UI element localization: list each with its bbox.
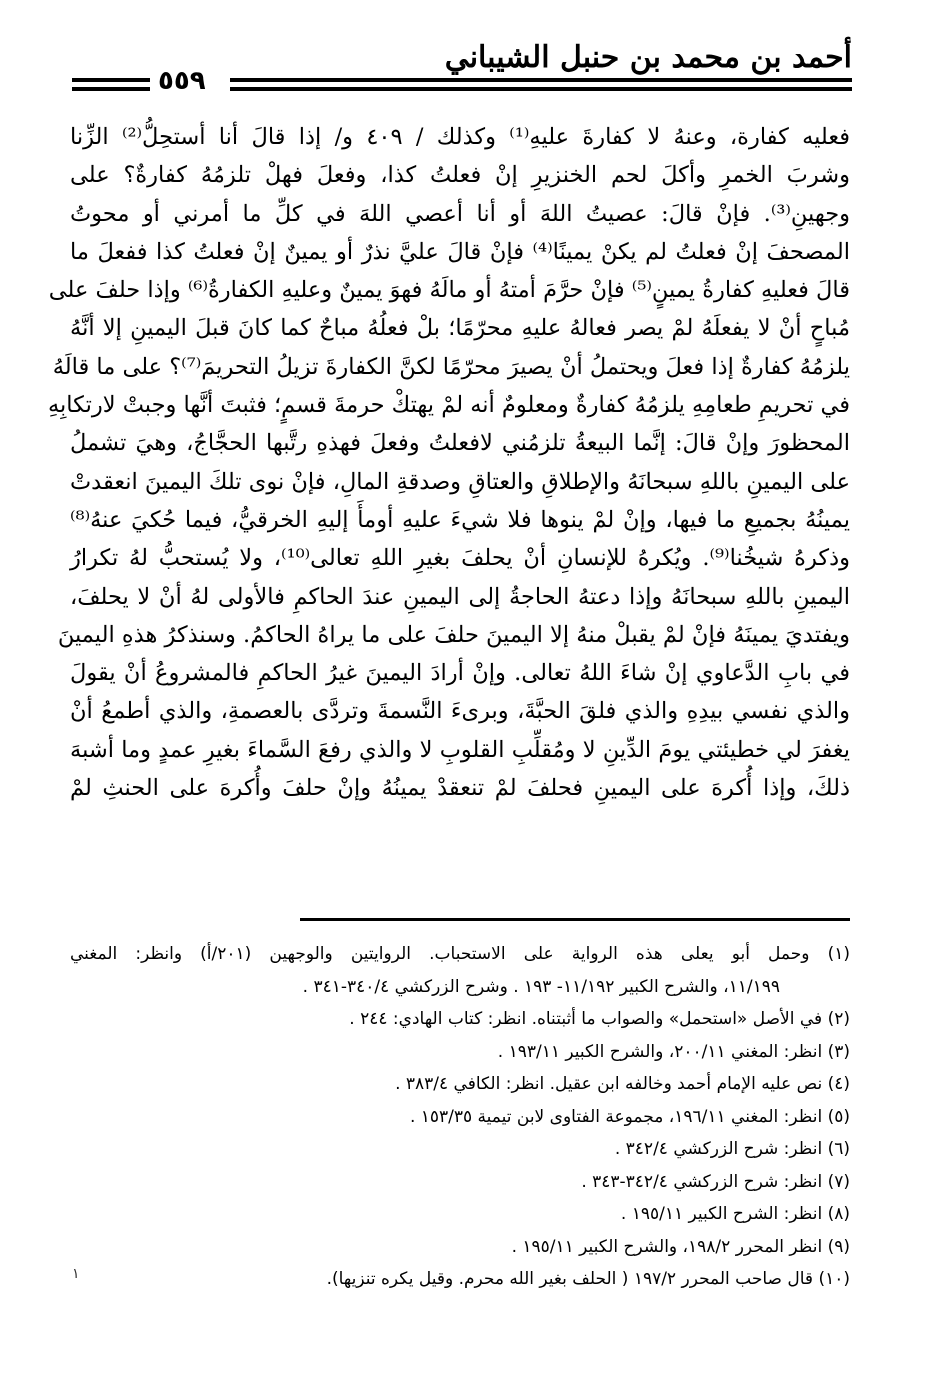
text-line: يغفرَ لي خطيئتي يومَ الدِّينِ لا ومُقلِّبِ القلوبِ لا والذي رفعَ السَّماءَ بغيرِ عمدٍ وما أشبهَ <box>70 736 850 763</box>
footnote-separator <box>300 918 850 921</box>
header-rule <box>72 87 150 91</box>
footnote: (٦) انظر: شرح الزركشي ٣٤٢/٤ . <box>614 1139 850 1159</box>
text-line: ويفتديَ يمينَهُ فإنْ لمْ يقبلْ منهُ إلا اليمينَ حلفَ على ما يراهُ الحاكمُ. وسنذكرُ هذهِ اليمينَ <box>57 621 850 648</box>
text-line: المحظورَ وإنْ قالَ: إنَّما البيعةُ تلزمُني لافعلتُ وفعلَ فهذهِ رتَّبها الحجَّاجُ، وهيَ تشملُ <box>70 430 850 457</box>
footnote: (١) وحمل أبو يعلى هذه الرواية على الاستحباب. الروايتين والوجهين (٢٠١/أ) وانظر: المغني <box>70 944 850 964</box>
text-line: وذكرهُ شيخُنا⁽⁹⁾. ويُكرهُ للإنسانِ أنْ يحلفَ بغيرِ اللهِ تعالى⁽¹⁰⁾، ولا يُستحبُّ لهُ تكرارُ <box>70 545 850 572</box>
text-line: فعليه كفارة، وعنهُ لا كفارةَ عليهِ⁽¹⁾ وكذلك / ٤٠٩ و/ إذا قالَ أنا أستحِلُّ⁽²⁾ الزِّنا <box>70 124 850 150</box>
footnote: (٤) نص عليه الإمام أحمد وخالفه ابن عقيل. انظر: الكافي ٣٨٣/٤ . <box>395 1074 850 1094</box>
text-line: اليمينِ باللهِ سبحانَهُ وإذا دعتهُ الحاجةُ إلى اليمينِ عندَ الحاكمِ فالأولى لهُ أنْ لا يحلفَ، <box>70 583 850 610</box>
text-line: مُباحٍ أنْ لا يفعلَهُ لمْ يصر فعالهُ عليهِ محرّمًا؛ بلْ فعلُهُ مباحٌ كما كانَ قبلَ اليمينِ إلا أنَّهُ <box>70 315 850 342</box>
text-line: يمينُهُ بجميعِ ما فيها، وإنْ لمْ ينوها فلا شيءَ عليهِ أومأَ إليهِ الخرقيُّ، فيما حُكيَ عنهُ⁽⁸⁾ <box>70 506 850 533</box>
footnote: (٥) انظر: المغني ١٩٦/١١، مجموعة الفتاوى لابن تيمية ١٥٣/٣٥ . <box>409 1106 850 1127</box>
footnote: (٣) انظر: المغني ٢٠٠/١١، والشرح الكبير ١٩٣/١١ . <box>497 1041 850 1062</box>
text-line: على اليمينِ باللهِ سبحانَهُ والإطلاقِ والعتاقِ وصدقةِ المالِ، فإنْ نوى تلكَ اليمينَ انعقدتْ <box>70 468 850 495</box>
footnote: (٧) انظر: شرح الزركشي ٣٤٢/٤-٣٤٣ . <box>581 1171 850 1192</box>
running-title: أحمد بن محمد بن حنبل الشيباني <box>444 40 852 75</box>
footnote-continuation: ١١/١٩٩، والشرح الكبير ١١/١٩٢- ١٩٣ . وشرح الزركشي ٣٤٠/٤-٣٤١ . <box>302 976 780 997</box>
text-line: يلزمُهُ كفارةٌ إذا فعلَ ويحتملُ أنْ يصيرَ محرّمًا لكنَّ الكفارةَ تزيلُ التحريمَ⁽⁷⁾؟ على ما قالَهُ <box>52 353 850 380</box>
footnote: (٩) انظر المحرر ١٩٨/٢، والشرح الكبير ١٩٥/١١ . <box>511 1236 850 1257</box>
text-line: وجهينِ⁽³⁾. فإنْ قالَ: عصيتُ اللهَ أو أنا أعصي اللهَ في كلِّ ما أمرني أو محوتُ <box>70 200 850 227</box>
header-rule <box>72 78 150 82</box>
margin-mark: ١ <box>72 1266 80 1282</box>
main-text <box>47 118 850 807</box>
header-rule <box>230 87 852 91</box>
header-rule <box>230 78 852 82</box>
footnote: (١٠) قال صاحب المحرر ١٩٧/٢ ( الحلف بغير الله محرم. وقيل يكره تنزيها). <box>326 1269 850 1289</box>
text-line: المصحفَ إنْ فعلتُ لم يكنْ يمينًا⁽⁴⁾ فإنْ قالَ عليَّ نذرٌ أو يمينٌ إنْ فعلتُ كذا ففعلَ ما <box>70 238 850 265</box>
text-line: قالَ فعليهِ كفارةُ يمينٍ⁽⁵⁾ فإنْ حرَّمَ أمتهُ أو مالَهُ فهوَ يمينٌ وعليهِ الكفارةُ⁽⁶⁾ وإذا حلفَ على <box>48 277 850 304</box>
text-line: ذلكَ، وإذا أُكرهَ على اليمينِ فحلفَ لمْ تنعقدْ يمينُهُ وإنْ حلفَ وأُكرهَ على الحنثِ لمْ <box>70 775 850 802</box>
page-header <box>72 40 852 100</box>
footnotes <box>70 938 850 1296</box>
page-number: ٥٥٩ <box>158 66 206 96</box>
text-line: في بابِ الدَّعاوي إنْ شاءَ اللهُ تعالى. وإنْ أرادَ اليمينَ غيرُ الحاكمِ فالمشروعُ أنْ يقولَ <box>70 660 850 687</box>
text-line: والذي نفسي بيدِهِ والذي فلقَ الحبَّةَ، وبرىءَ النَّسمةَ وتردَّى بالعصمةِ، والذي أطمعُ أنْ <box>70 698 850 725</box>
text-line: في تحريمِ طعامِهِ يلزمُهُ كفارةٌ ومعلومٌ أنه لمْ يهتكْ حرمةَ قسمٍ؛ فثبتَ أنَّها وجبتْ لارتكابِهِ <box>47 392 850 419</box>
footnote: (٢) في الأصل «استحمل» والصواب ما أثبتناه. انظر: كتاب الهادي: ٢٤٤ . <box>349 1009 850 1029</box>
text-line: وشربَ الخمرِ وأكلَ لحم الخنزيرِ إنْ فعلتُ كذا، وفعلَ فهلْ تلزمُهُ كفارةٌ؟ على <box>70 162 850 189</box>
footnote: (٨) انظر: الشرح الكبير ١٩٥/١١ . <box>620 1204 850 1224</box>
